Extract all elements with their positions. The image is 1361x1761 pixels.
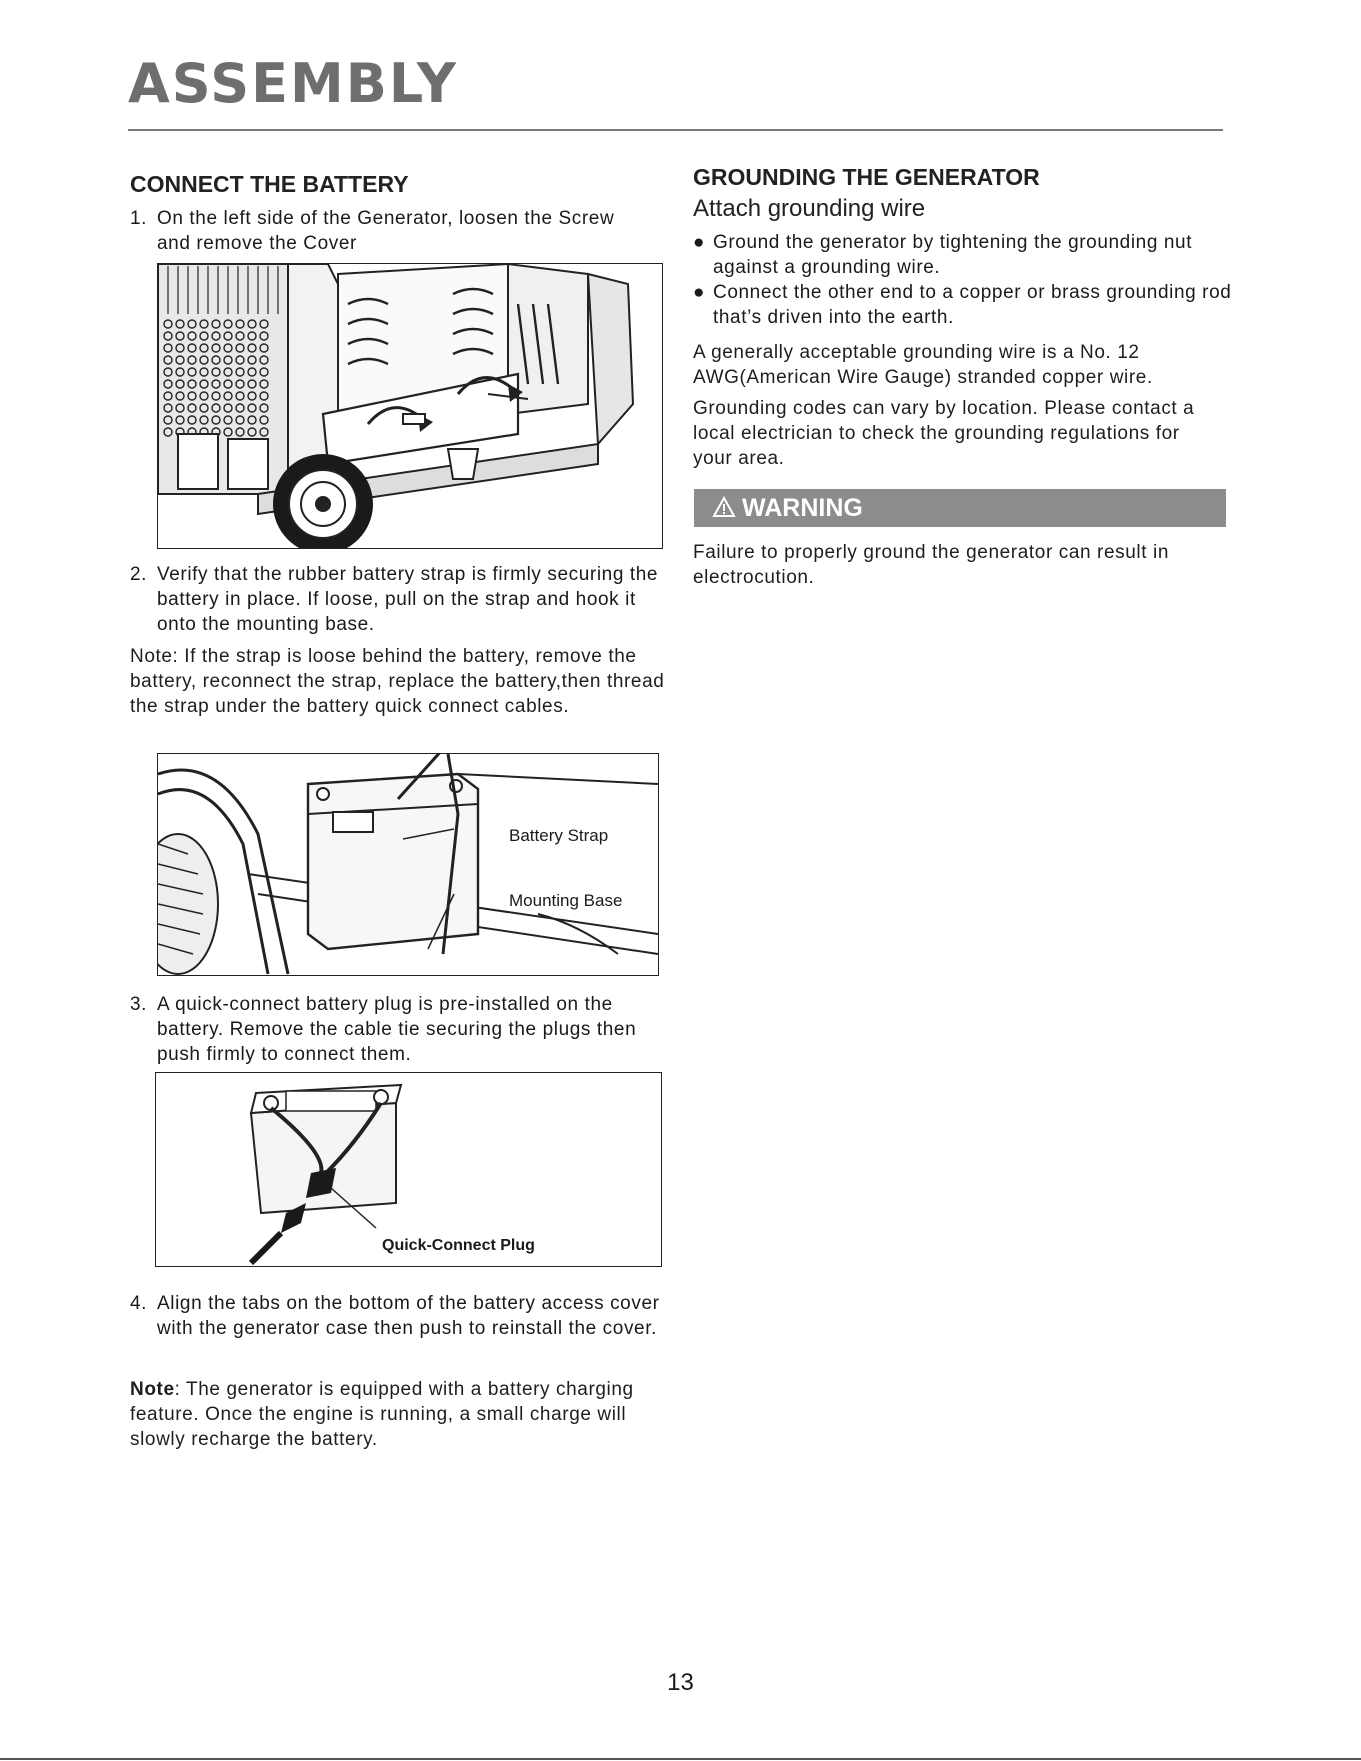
warning-triangle-icon	[712, 496, 736, 518]
title-divider	[128, 129, 1223, 131]
bottom-divider	[0, 1758, 1361, 1760]
label-mounting-base: Mounting Base	[509, 891, 623, 910]
note-battery-charging	[130, 1377, 670, 1452]
step-text: On the left side of the Generator, loosen the Screw and remove the Cover	[157, 208, 615, 254]
warning-label: WARNING	[742, 494, 863, 522]
step-text: A quick-connect battery plug is pre-installed on the battery. Remove the cable tie securing the plugs then push firmly to connect them.	[157, 994, 637, 1065]
figure-quick-connect	[155, 1072, 662, 1267]
step-number: 1.	[130, 208, 148, 229]
step-number: 3.	[130, 994, 148, 1015]
note-text: : The generator is equipped with a battery charging feature. Once the engine is running, a small charge will slowly recharge the battery.	[130, 1379, 634, 1450]
figure-battery-strap	[157, 753, 659, 976]
label-battery-strap: Battery Strap	[509, 826, 609, 845]
section-heading-connect-battery: CONNECT THE BATTERY	[130, 171, 409, 197]
step-3	[130, 992, 670, 1067]
bullet-icon: ●	[693, 232, 706, 253]
section-heading-grounding: GROUNDING THE GENERATOR	[693, 164, 1040, 190]
paragraph-grounding-codes: Grounding codes can vary by location. Please contact a local electrician to check the grounding regulations for your area.	[693, 398, 1195, 469]
paragraph-wire-gauge: A generally acceptable grounding wire is a No. 12 AWG(American Wire Gauge) stranded copper wire.	[693, 342, 1153, 388]
step-number: 2.	[130, 564, 148, 585]
figure-remove-cover	[157, 263, 663, 549]
step-text: Verify that the rubber battery strap is firmly securing the battery in place. If loose, pull on the strap and hook it onto the mounting base.	[157, 564, 659, 635]
warning-banner	[694, 489, 1226, 527]
generator-side-illustration	[158, 264, 662, 548]
bullet-icon: ●	[693, 282, 706, 303]
step-4	[130, 1291, 675, 1341]
label-quick-connect-plug: Quick-Connect Plug	[382, 1237, 535, 1254]
step-text: Align the tabs on the bottom of the battery access cover with the generator case then push to reinstall the cover.	[157, 1293, 660, 1339]
page-number: 13	[667, 1669, 694, 1696]
list-item: ● Ground the generator by tightening the grounding nut against a grounding wire.	[693, 232, 1193, 278]
step-1	[130, 206, 650, 256]
list-item: ● Connect the other end to a copper or brass grounding rod that’s driven into the earth.	[693, 282, 1232, 328]
warning-text: Failure to properly ground the generator can result in electrocution.	[693, 542, 1169, 588]
step-number: 4.	[130, 1293, 148, 1314]
page-title: ASSEMBLY	[128, 52, 459, 115]
note-strap-loose: Note: If the strap is loose behind the battery, remove the battery, reconnect the strap, replace the battery,then thread the strap under the battery quick connect cables.	[130, 646, 665, 717]
battery-strap-illustration	[158, 754, 658, 975]
note-label: Note	[130, 1379, 175, 1400]
step-2	[130, 562, 670, 637]
subheading-grounding-wire: Attach grounding wire	[693, 195, 926, 222]
